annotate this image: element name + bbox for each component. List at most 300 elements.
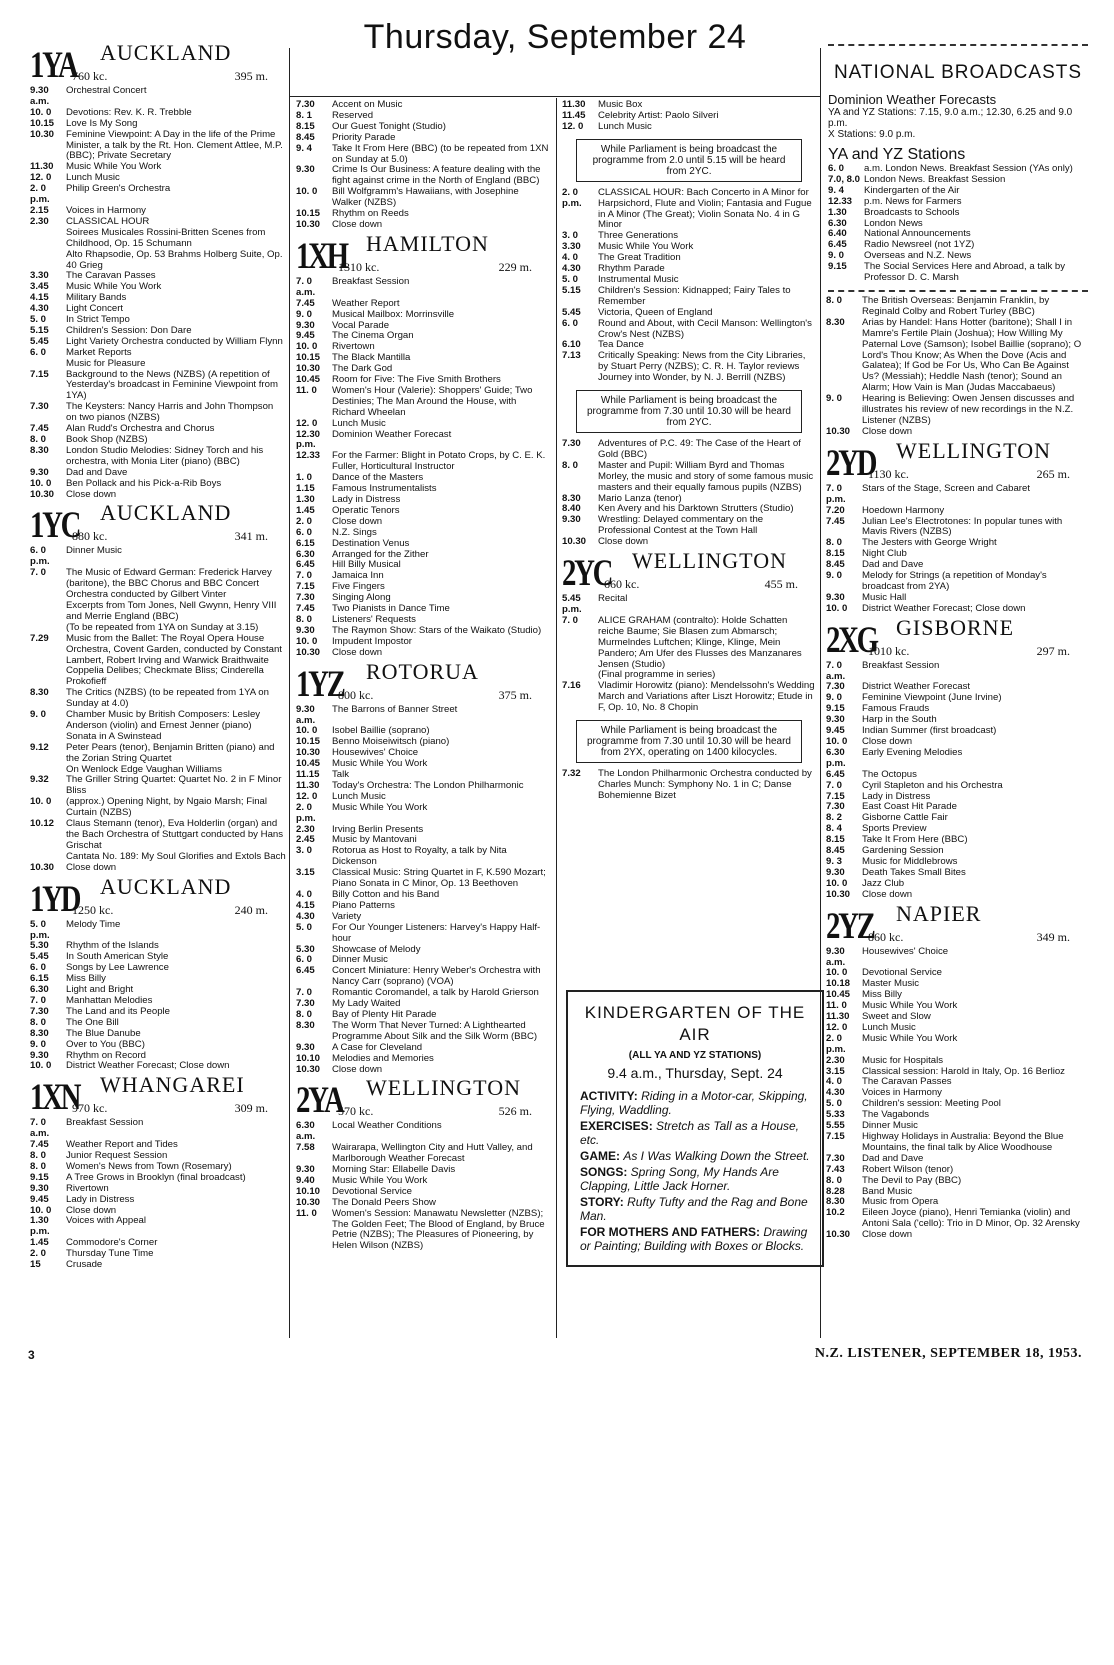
kindergarten-item	[580, 1089, 810, 1117]
programme-row	[30, 634, 286, 667]
programme-title: Critically Speaking: News from the City Libraries, by Stuart Perry (NZBS); C. R. H. Taylor reviews Journey into Wonder, by N. J. Berrill (NZBS)	[598, 350, 806, 384]
programme-row	[30, 1040, 286, 1051]
programme-time: 10. 0	[296, 725, 318, 737]
programme-title: Close down	[862, 736, 913, 747]
station-wavelength: 349 m.	[1036, 929, 1070, 944]
programme-title: Miss Billy	[862, 989, 902, 1001]
programme-title: Dad and Dave	[66, 466, 128, 478]
programme-row	[30, 446, 286, 468]
programme-row	[30, 1029, 286, 1040]
station-header	[826, 437, 1088, 484]
programme-time: 6.15	[296, 537, 315, 549]
programme-time: 6. 0	[296, 954, 313, 966]
programme-time: 7.30	[296, 592, 315, 604]
programme-row	[30, 688, 286, 710]
programme-time: 7. 0	[826, 779, 843, 791]
programme-row	[30, 370, 286, 403]
programme-time: 10.30	[826, 425, 851, 437]
programme-title: Romantic Coromandel, a talk by Harold Grierson	[332, 987, 539, 999]
programme-time: 2. 0	[30, 1248, 47, 1260]
programme-title: Early Evening Melodies	[862, 746, 963, 758]
programme-title: Weather Report and Tides	[66, 1139, 178, 1151]
station-section	[826, 900, 1088, 1241]
national-broadcasts	[828, 40, 1088, 292]
programme-row	[30, 184, 286, 206]
programme-time: 8.45	[826, 845, 845, 857]
programme-time: 10.12	[30, 818, 55, 830]
programme-time: 4.15	[296, 899, 315, 911]
station-section	[826, 614, 1088, 901]
programme-row	[30, 250, 286, 272]
programme-title: Rhythm on Reeds	[332, 208, 409, 220]
station-city: AUCKLAND	[100, 500, 232, 526]
programme-title: Gardening Session	[862, 845, 944, 857]
programme-title: Breakfast Session	[862, 659, 940, 671]
programme-title: The British Overseas: Benjamin Franklin, by Reginald Colby and Robert Turley (BBC)	[862, 296, 1050, 317]
programme-title: District Weather Forecast	[862, 681, 971, 693]
programme-time	[30, 359, 66, 370]
programme-time: 6. 0	[562, 317, 579, 329]
programme-time: 7. 0	[30, 994, 47, 1006]
programme-row	[30, 601, 286, 623]
programme-title: Voices in Harmony	[66, 204, 146, 216]
programme-time: 4. 0	[562, 252, 579, 264]
programme-time: 10.30	[30, 488, 55, 500]
station-wavelength: 341 m.	[234, 529, 268, 544]
programme-title: The London Philharmonic Orchestra conducted by Charles Munch: Symphony No. 1 in C; Danse Bohemienne Bizet	[598, 768, 812, 801]
programme-time: 10. 0	[826, 967, 848, 979]
programme-title: Children's Session: Don Dare	[66, 324, 192, 336]
programme-time: 6. 0	[30, 962, 47, 974]
programme-title: Children's Session: Kidnapped; Fairy Tales to Remember	[598, 284, 791, 307]
programme-row	[296, 1209, 550, 1253]
station-wavelength: 375 m.	[498, 687, 532, 702]
programme-row	[30, 1216, 286, 1238]
programme-time: 8. 0	[826, 537, 843, 549]
programme-row	[562, 439, 816, 461]
programme-time	[30, 601, 66, 623]
station-city: WHANGAREI	[100, 1072, 245, 1098]
station-frequency: 1010 kc.	[868, 643, 910, 658]
dominion-weather-heading: Dominion Weather Forecasts	[828, 92, 997, 107]
programme-time: 10.15	[296, 736, 321, 748]
programme-row	[30, 479, 286, 490]
national-title: London News	[864, 217, 923, 229]
programme-row	[30, 86, 286, 108]
programme-row	[296, 277, 550, 299]
programme-time: 8.15	[296, 120, 315, 132]
programme-time: 7.29	[30, 632, 49, 644]
programme-title: Take It From Here (BBC)	[862, 834, 968, 846]
programme-time: 5. 0 p.m.	[30, 918, 50, 941]
programme-title: Billy Cotton and his Band	[332, 889, 440, 900]
national-title: Broadcasts to Schools	[864, 206, 960, 218]
programme-title: Music Hall	[862, 591, 907, 603]
programme-time: 9.45	[30, 1193, 49, 1205]
programme-time: 10.30	[296, 1196, 321, 1208]
programme-time: 7.32	[562, 768, 581, 780]
programme-title: Women's Hour (Valerie): Shoppers' Guide; Two Destinies; The Man Around the House, with Richard Wheelan	[332, 384, 533, 418]
programme-row	[30, 1061, 286, 1072]
programme-time: 10.2	[826, 1207, 845, 1219]
station-header	[30, 1072, 286, 1119]
programme-title: (To be repeated from 1YA on Sunday at 3.15)	[66, 621, 259, 633]
programme-title: Lady in Distress	[332, 494, 401, 505]
programme-title: Bay of Plenty Hit Parade	[332, 1008, 437, 1020]
station-wavelength: 265 m.	[1036, 466, 1070, 481]
programme-time: 8.30	[30, 444, 49, 456]
programme-row	[826, 770, 1088, 781]
programme-time: 2.30	[296, 823, 315, 835]
programme-title: Hoedown Harmony	[862, 504, 945, 516]
programme-title: Death Takes Small Bites	[862, 866, 966, 878]
kindergarten-items	[580, 1089, 810, 1253]
programme-time: 7. 0	[296, 987, 313, 999]
programme-row	[30, 119, 286, 130]
programme-title: Isobel Baillie (soprano)	[332, 725, 430, 737]
programme-title: Close down	[332, 515, 383, 527]
programme-title: Hearing is Believing: Owen Jensen discusses and illustrates his review of new recordings in the N.Z. Listener (NZBS)	[862, 393, 1075, 426]
programme-title: Arias by Handel: Hans Hotter (baritone); Shall I in Mamre's Fertile Plain (Joshua); How Willing My Paternal Love (Samson); Isobel Baillie (soprano); O Lord's Thou Know; As When the Dove (Acis and Galatea); If God be For Us, Who Can Be Against Us? (Messiah); Heddle Nash (tenor); Sound an Alarm; How Vain is Man (Judas Maccabaeus)	[862, 316, 1082, 394]
programme-time: 10.30	[296, 1063, 321, 1075]
station-section	[562, 188, 816, 384]
kindergarten-item-text: Riding in a Motor-car, Skipping, Flying, Waddling.	[580, 1089, 808, 1117]
programme-title: Destination Venus	[332, 537, 410, 549]
programme-row	[296, 648, 550, 659]
programme-title: Morning Star: Ellabelle Davis	[332, 1164, 456, 1176]
programme-time: 8.30	[562, 492, 581, 504]
station-header	[826, 614, 1088, 661]
station-callsign: 1XN	[30, 1077, 80, 1119]
station-callsign: 2YC	[562, 553, 612, 595]
programme-time: 2.30	[826, 1054, 845, 1066]
kindergarten-item	[580, 1119, 810, 1147]
national-time: 6.45	[828, 239, 847, 251]
station-frequency: 1310 kc.	[338, 259, 380, 274]
programme-time: 10. 0	[296, 635, 318, 647]
programme-time: 8. 2	[826, 812, 843, 824]
programme-title: Three Generations	[598, 230, 678, 242]
programme-time: 10.30	[826, 888, 851, 900]
station-city: NAPIER	[896, 900, 982, 926]
station-section	[562, 769, 816, 802]
programme-title: The Donald Peers Show	[332, 1196, 436, 1208]
programme-time: 10.18	[826, 978, 851, 990]
national-time: 6. 0	[828, 163, 845, 174]
programme-row	[826, 296, 1088, 318]
national-time: 12.33	[828, 195, 853, 207]
programme-time: 9.32	[30, 774, 49, 786]
programme-time: 11. 0	[826, 1000, 847, 1012]
programme-row	[30, 546, 286, 568]
programme-time: 10. 0	[30, 796, 52, 808]
programme-title: Weather Report	[332, 297, 400, 309]
programme-time: 8. 4	[826, 823, 843, 835]
programme-title: Celebrity Artist: Paolo Silveri	[598, 109, 719, 121]
kindergarten-box	[566, 990, 824, 1267]
station-frequency: 1130 kc.	[868, 466, 909, 481]
programme-time: 6. 0 p.m.	[30, 545, 50, 568]
programme-title: Voices with Appeal	[66, 1215, 147, 1227]
programme-time: 7. 0	[562, 614, 579, 626]
dominion-weather-line: X Stations: 9.0 p.m.	[828, 129, 916, 140]
programme-row	[30, 1260, 286, 1271]
station-header	[30, 500, 286, 547]
kindergarten-item-text: As I Was Walking Down the Street.	[623, 1149, 810, 1163]
programme-time: 8. 0	[30, 1160, 47, 1172]
programme-time: 9.40	[296, 1174, 315, 1186]
programme-title: Music While You Work	[598, 241, 694, 253]
programme-title: The Cinema Organ	[332, 330, 414, 342]
programme-row	[562, 319, 816, 341]
programme-row	[562, 461, 816, 494]
programme-time: 8.15	[826, 548, 845, 560]
programme-time: 11.30	[562, 100, 586, 110]
programme-row	[30, 228, 286, 250]
programme-time: 10. 0	[296, 186, 318, 198]
programme-title: The Critics (NZBS) (to be repeated from 1YA on Sunday at 4.0)	[66, 687, 269, 710]
programme-time: 9. 4	[296, 142, 313, 154]
programme-row	[562, 769, 816, 802]
programme-time: 4.30	[296, 910, 315, 922]
programme-time: 11.15	[296, 769, 320, 781]
programme-time: 8.45	[826, 559, 845, 571]
programme-row	[296, 451, 550, 473]
programme-title: Rhythm Parade	[598, 263, 665, 275]
programme-title: Voices in Harmony	[862, 1087, 942, 1099]
programme-title: The Dark God	[332, 363, 393, 375]
programme-row	[30, 920, 286, 942]
station-callsign: 2YZ	[826, 905, 874, 947]
programme-time: 3.15	[296, 867, 315, 879]
programme-title: Breakfast Session	[332, 275, 410, 287]
programme-time: 3. 0	[562, 230, 579, 242]
programme-time: 7. 0	[30, 567, 47, 579]
programme-time: 1.45	[30, 1237, 49, 1249]
programme-time: 10.45	[296, 374, 321, 386]
programme-title: Harp in the South	[862, 714, 937, 726]
programme-title: Close down	[66, 488, 117, 500]
programme-time: 7. 0	[296, 570, 313, 582]
programme-title: Eileen Joyce (piano), Henri Temianka (violin) and Antoni Sala ('cello): Trio in D Minor, Op. 32 Arensky	[862, 1207, 1080, 1230]
programme-title: The Barrons of Banner Street	[332, 703, 458, 715]
national-time: 9. 4	[828, 184, 845, 196]
programme-time: 8. 0	[826, 1174, 843, 1186]
programme-time: 9.30	[296, 319, 315, 331]
programme-title: Music While You Work	[332, 801, 428, 813]
station-city: AUCKLAND	[100, 40, 232, 65]
programme-title: The Vagabonds	[862, 1109, 930, 1121]
programme-title: Music While You Work	[862, 1032, 958, 1044]
programme-title: Music While You Work	[862, 1000, 958, 1012]
programme-time: 7.30	[296, 998, 315, 1010]
programme-title: Hill Billy Musical	[332, 559, 401, 571]
programme-title: Today's Orchestra: The London Philharmonic	[332, 779, 524, 791]
kindergarten-item	[580, 1149, 810, 1163]
programme-title: Close down	[862, 1229, 913, 1241]
programme-time: 5. 0	[826, 1098, 843, 1110]
programme-time: 12. 0	[30, 172, 52, 184]
national-time: 9. 0	[828, 250, 845, 262]
programme-title: Indian Summer (first broadcast)	[862, 725, 997, 737]
programme-title: Lady in Distress	[862, 790, 931, 802]
programme-title: Coppelia Delibes; Checkmate Bliss; Cinderella Prokofieff	[66, 665, 264, 688]
programme-time: 9.30	[562, 514, 581, 526]
kindergarten-item-label: SONGS:	[580, 1165, 631, 1179]
programme-time: 15	[30, 1259, 41, 1271]
programme-title: Breakfast Session	[66, 1117, 144, 1129]
programme-row	[296, 923, 550, 945]
kindergarten-time: 9.4 a.m., Thursday, Sept. 24	[607, 1065, 783, 1081]
programme-row	[826, 571, 1088, 593]
programme-title: The One Bill	[66, 1016, 119, 1028]
programme-title: Musical Mailbox: Morrinsville	[332, 308, 455, 320]
programme-row	[296, 1043, 550, 1054]
programme-row	[296, 1121, 550, 1143]
programme-time: 7. 0 a.m.	[30, 1117, 50, 1140]
programme-title: N.Z. Sings	[332, 526, 377, 538]
programme-row	[30, 819, 286, 852]
programme-title: Dinner Music	[66, 545, 122, 557]
station-section	[30, 873, 286, 1073]
column-rule-1	[289, 48, 290, 1338]
station-frequency: 880 kc.	[72, 529, 108, 544]
programme-time: 5.45	[30, 335, 49, 347]
station-frequency: 660 kc.	[604, 577, 640, 592]
station-header	[296, 230, 550, 277]
programme-title: Reserved	[332, 109, 374, 121]
programme-time: 6.30	[30, 984, 49, 996]
column-2	[296, 100, 550, 1469]
programme-title: Lunch Music	[598, 120, 652, 132]
kindergarten-item-label: GAME:	[580, 1149, 624, 1163]
programme-title: Crusade	[66, 1259, 103, 1271]
programme-title: Ken Avery and his Darktown Strutters (Studio)	[598, 503, 794, 515]
programme-time: 7.15	[826, 790, 845, 802]
programme-time: 1. 0	[296, 472, 313, 484]
programme-title: Rhythm of the Islands	[66, 940, 159, 952]
station-city: AUCKLAND	[100, 873, 232, 899]
programme-row	[30, 490, 286, 501]
programme-title: Julian Lee's Electrotones: In popular tunes with Mavis Rivers (NZBS)	[862, 515, 1063, 538]
programme-title: Variety	[332, 910, 362, 922]
programme-time: 5. 0	[296, 921, 313, 933]
programme-time: 10.15	[30, 117, 55, 129]
programme-time: 2.15	[30, 204, 49, 216]
station-wavelength: 297 m.	[1036, 643, 1070, 658]
programme-title: Instrumental Music	[598, 273, 679, 285]
programme-row	[30, 468, 286, 479]
programme-time: 10.45	[826, 989, 851, 1001]
station-callsign: 1YA	[30, 45, 77, 86]
programme-title: Military Bands	[66, 292, 127, 304]
programme-time: 9. 0	[826, 570, 843, 582]
national-title: p.m. News for Farmers	[864, 195, 962, 207]
programme-title: Jamaica Inn	[332, 570, 384, 582]
programme-time: 7. 0 a.m.	[296, 275, 316, 298]
programme-row	[30, 568, 286, 601]
programme-time: 10. 0	[30, 477, 52, 489]
programme-title: In Strict Tempo	[66, 314, 130, 326]
programme-row	[826, 394, 1088, 427]
programme-title: Market Reports	[66, 346, 132, 358]
programme-time: 10.45	[296, 758, 321, 770]
programme-time: 12. 0	[296, 417, 318, 429]
programme-title: Dad and Dave	[862, 559, 924, 571]
programme-title: ALICE GRAHAM (contralto): Holde Schatten reiche Baume; Sie Blasen zum Abmarsch; Murmelndes Luftchen; Klinge, Klinge, Mein Pandero; Am Ufer des Flusses des Manzanares Jensen (Studio)	[598, 614, 802, 670]
programme-row	[826, 517, 1088, 539]
programme-row	[296, 430, 550, 452]
national-time: 1.30	[828, 206, 847, 218]
programme-row	[30, 402, 286, 424]
programme-row	[562, 308, 816, 319]
programme-time: 3.30	[562, 241, 581, 253]
programme-time: 9.45	[296, 330, 315, 342]
programme-time: 5.30	[296, 943, 315, 955]
station-header	[562, 548, 816, 595]
station-section	[562, 390, 816, 433]
programme-title: Light and Bright	[66, 984, 134, 996]
programme-title: Rivertown	[66, 1182, 109, 1194]
programme-time: 9. 3	[826, 855, 843, 867]
programme-row	[826, 1132, 1088, 1154]
programme-time: 7.45	[30, 423, 49, 435]
dominion-weather-lines	[828, 107, 1088, 140]
station-header	[826, 900, 1088, 947]
kindergarten-item	[580, 1225, 810, 1253]
programme-row	[826, 1230, 1088, 1241]
programme-title: Master and Pupil: William Byrd and Thomas Morley, the music and story of some famous music masters and their equally famous pupils (NZBS)	[598, 459, 814, 493]
programme-row	[562, 616, 816, 671]
station-section	[30, 500, 286, 873]
programme-title: Light Variety Orchestra conducted by William Flynn	[66, 335, 283, 347]
programme-title: Vocal Parade	[332, 319, 390, 331]
kindergarten-item	[580, 1165, 810, 1193]
programme-time: 2.30	[30, 215, 49, 227]
station-section	[562, 100, 816, 133]
programme-title: Junior Request Session	[66, 1150, 168, 1162]
programme-time: 5. 0	[30, 314, 47, 326]
station-wavelength: 309 m.	[234, 1101, 268, 1116]
programme-row	[296, 803, 550, 825]
programme-title: The Caravan Passes	[66, 270, 156, 282]
programme-time: 9.30	[30, 1049, 49, 1061]
programme-time: 11.30	[296, 779, 320, 791]
programme-row	[826, 748, 1088, 770]
programme-time: 7.30	[826, 1152, 845, 1164]
programme-time: 10.30	[296, 646, 321, 658]
programme-title: Commodore's Corner	[66, 1237, 158, 1249]
programme-time: 9.30	[826, 866, 845, 878]
programme-row	[826, 1176, 1088, 1187]
programme-time: 7.16	[562, 680, 581, 692]
programme-title: Night Club	[862, 548, 907, 560]
programme-time: 9.30	[826, 591, 845, 603]
programme-time: 7.43	[826, 1163, 845, 1175]
programme-time: 8. 1	[296, 109, 313, 121]
programme-time: 1.45	[296, 504, 315, 516]
programme-time: 9.15	[826, 703, 845, 715]
programme-title: Lunch Music	[332, 790, 386, 802]
station-header	[30, 873, 286, 920]
programme-time: 11. 0	[296, 384, 317, 396]
programme-time: 8.45	[296, 131, 315, 143]
programme-row	[296, 1021, 550, 1043]
programme-row	[562, 351, 816, 384]
dominion-weather-line: YA and YZ Stations: 7.15, 9.0 a.m.; 12.30, 6.25 and 9.0 p.m.	[828, 107, 1073, 129]
parliament-notice: While Parliament is being broadcast the programme from 7.30 until 10.30 will be heard from 2YC.	[576, 390, 802, 433]
station-city: ROTORUA	[366, 658, 479, 684]
